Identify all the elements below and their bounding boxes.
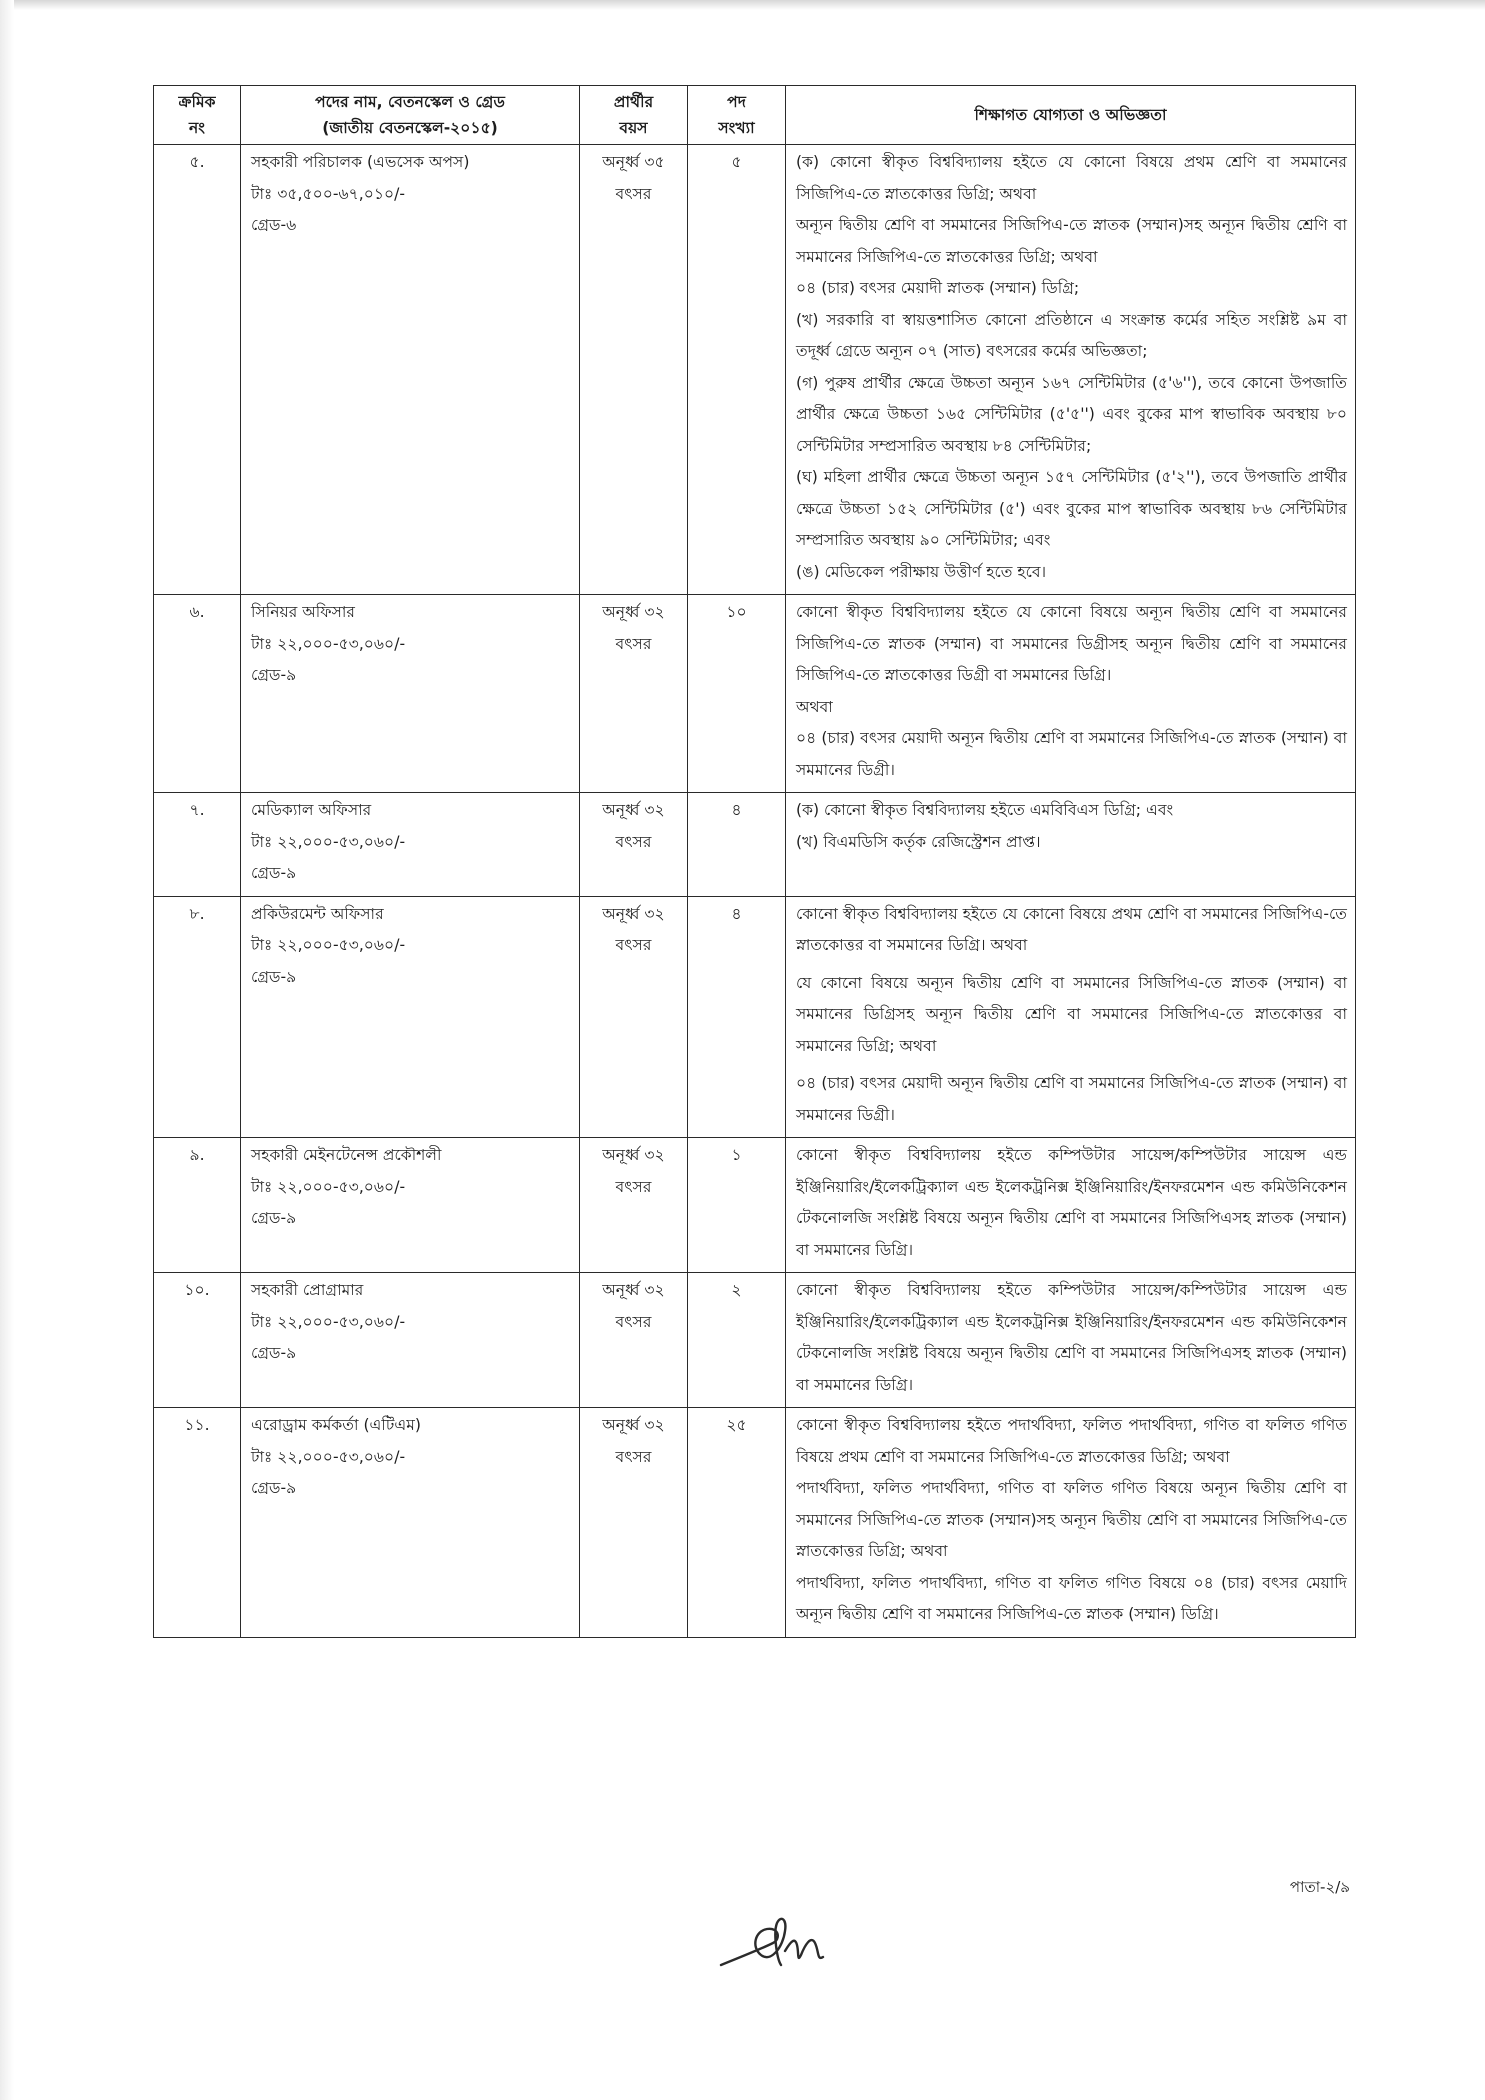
- count-cell: ২: [688, 1273, 786, 1408]
- post-title: এরোড্রাম কর্মকর্তা (এটিএম): [251, 1416, 421, 1434]
- post-title: প্রকিউরমেন্ট অফিসার: [251, 904, 384, 923]
- qual-paragraph: কোনো স্বীকৃত বিশ্ববিদ্যালয় হইতে কম্পিউটার সায়েন্স/কম্পিউটার সায়েন্স এন্ড ইঞ্জিনিয়ারিং/ইলেকট্রিক্যাল এন্ড ইলেকট্রনিক্স ইঞ্জিনিয়ারিং/ইনফরমেশন এন্ড কমিউনিকেশন টেকনোলজি সংশ্লিষ্ট বিষয়ে অন্যূন দ্বিতীয় শ্রেণি বা সমমানের সিজিপিএসহ স্নাতক (সম্মান) বা সমমানের ডিগ্রি।: [796, 1146, 1347, 1259]
- table-row: [154, 145, 1356, 595]
- age-cell: অনূর্ধ্ব ৩২ বৎসর: [580, 595, 688, 793]
- qual-paragraph: কোনো স্বীকৃত বিশ্ববিদ্যালয় হইতে কম্পিউটার সায়েন্স/কম্পিউটার সায়েন্স এন্ড ইঞ্জিনিয়ারিং/ইলেকট্রিক্যাল এন্ড ইলেকট্রনিক্স ইঞ্জিনিয়ারিং/ইনফরমেশন এন্ড কমিউনিকেশন টেকনোলজি সংশ্লিষ্ট বিষয়ে অন্যূন দ্বিতীয় শ্রেণি বা সমমানের সিজিপিএসহ স্নাতক (সম্মান) বা সমমানের ডিগ্রি।: [796, 1281, 1347, 1394]
- qualification-cell: [786, 896, 1356, 1138]
- grade: গ্রেড-৬: [251, 216, 297, 234]
- post-cell: [241, 896, 580, 1138]
- page-number: পাতা-২/৯: [1289, 1878, 1350, 1896]
- header-count: পদ সংখ্যা: [688, 86, 786, 145]
- serial-cell: ১০.: [154, 1273, 241, 1408]
- pay-scale: টাঃ ২২,০০০-৫৩,০৬০/-: [251, 634, 406, 653]
- qualification-cell: [786, 1408, 1356, 1638]
- table-row: [154, 1138, 1356, 1273]
- qual-paragraph: (গ) পুরুষ প্রার্থীর ক্ষেত্রে উচ্চতা অন্যূন ১৬৭ সেন্টিমিটার (৫'৬''), তবে কোনো উপজাতি প্রার্থীর ক্ষেত্রে উচ্চতা ১৬৫ সেন্টিমিটার (৫'৫'') এবং বুকের মাপ স্বাভাবিক অবস্থায় ৮০ সেন্টিমিটার সম্প্রসারিত অবস্থায় ৮৪ সেন্টিমিটার;: [796, 373, 1347, 455]
- header-serial: ক্রমিক নং: [154, 86, 241, 145]
- qualification-cell: [786, 1273, 1356, 1408]
- post-cell: [241, 1138, 580, 1273]
- post-title: মেডিক্যাল অফিসার: [251, 801, 372, 819]
- qualification-cell: [786, 793, 1356, 897]
- count-cell: ১০: [688, 595, 786, 793]
- count-cell: ৫: [688, 145, 786, 595]
- pay-scale: টাঃ ২২,০০০-৫৩,০৬০/-: [251, 832, 406, 851]
- header-qualification: শিক্ষাগত যোগ্যতা ও অভিজ্ঞতা: [786, 86, 1356, 145]
- qual-paragraph: (ক) কোনো স্বীকৃত বিশ্ববিদ্যালয় হইতে এমবিবিএস ডিগ্রি; এবং: [796, 801, 1174, 819]
- serial-cell: ৮.: [154, 896, 241, 1138]
- handwritten-signature: [711, 1907, 831, 1979]
- table-row: [154, 595, 1356, 793]
- post-cell: [241, 1273, 580, 1408]
- qual-paragraph: (ঙ) মেডিকেল পরীক্ষায় উত্তীর্ণ হতে হবে।: [796, 562, 1047, 581]
- post-title: সিনিয়র অফিসার: [251, 603, 356, 621]
- pay-scale: টাঃ ২২,০০০-৫৩,০৬০/-: [251, 1312, 406, 1331]
- age-cell: অনূর্ধ্ব ৩৫ বৎসর: [580, 145, 688, 595]
- post-cell: [241, 145, 580, 595]
- grade: গ্রেড-৯: [251, 666, 297, 684]
- qual-paragraph: কোনো স্বীকৃত বিশ্ববিদ্যালয় হইতে যে কোনো বিষয়ে প্রথম শ্রেণি বা সমমানের সিজিপিএ-তে স্নাতকোত্তর বা সমমানের ডিগ্রি। অথবা: [796, 904, 1347, 954]
- grade: গ্রেড-৯: [251, 1209, 297, 1227]
- qual-paragraph: কোনো স্বীকৃত বিশ্ববিদ্যালয় হইতে যে কোনো বিষয়ে অন্যূন দ্বিতীয় শ্রেণি বা সমমানের সিজিপিএ-তে স্নাতক (সম্মান) বা সমমানের ডিগ্রীসহ অন্যূন দ্বিতীয় শ্রেণি বা সমমানের সিজিপিএ-তে স্নাতকোত্তর ডিগ্রী বা সমমানের ডিগ্রি।: [796, 603, 1347, 684]
- count-cell: ৪: [688, 896, 786, 1138]
- qualification-cell: [786, 595, 1356, 793]
- grade: গ্রেড-৯: [251, 864, 297, 882]
- serial-cell: ৫.: [154, 145, 241, 595]
- qual-paragraph: (ঘ) মহিলা প্রার্থীর ক্ষেত্রে উচ্চতা অন্যূন ১৫৭ সেন্টিমিটার (৫'২''), তবে উপজাতি প্রার্থীর ক্ষেত্রে উচ্চতা ১৫২ সেন্টিমিটার (৫') এবং বুকের মাপ স্বাভাবিক অবস্থায় ৮৬ সেন্টিমিটার সম্প্রসারিত অবস্থায় ৯০ সেন্টিমিটার; এবং: [796, 468, 1347, 549]
- qual-paragraph: ০৪ (চার) বৎসর মেয়াদী অন্যূন দ্বিতীয় শ্রেণি বা সমমানের সিজিপিএ-তে স্নাতক (সম্মান) বা সমমানের ডিগ্রী।: [796, 1074, 1347, 1124]
- pay-scale: টাঃ ২২,০০০-৫৩,০৬০/-: [251, 1447, 406, 1466]
- qual-paragraph: ০৪ (চার) বৎসর মেয়াদী অন্যূন দ্বিতীয় শ্রেণি বা সমমানের সিজিপিএ-তে স্নাতক (সম্মান) বা সমমানের ডিগ্রী।: [796, 729, 1347, 779]
- post-cell: [241, 595, 580, 793]
- qual-paragraph: (খ) বিএমডিসি কর্তৃক রেজিস্ট্রেশন প্রাপ্ত।: [796, 832, 1041, 851]
- count-cell: ৪: [688, 793, 786, 897]
- serial-cell: ৬.: [154, 595, 241, 793]
- header-post: পদের নাম, বেতনস্কেল ও গ্রেড (জাতীয় বেতনস্কেল-২০১৫): [241, 86, 580, 145]
- table-header-row: [154, 86, 1356, 145]
- age-cell: অনূর্ধ্ব ৩২ বৎসর: [580, 793, 688, 897]
- qual-paragraph: পদার্থবিদ্যা, ফলিত পদার্থবিদ্যা, গণিত বা ফলিত গণিত বিষয়ে অন্যূন দ্বিতীয় শ্রেণি বা সমমানের সিজিপিএ-তে স্নাতক (সম্মান)সহ অন্যূন দ্বিতীয় শ্রেণি বা সমমানের সিজিপিএ-তে স্নাতকোত্তর ডিগ্রি; অথবা: [796, 1479, 1347, 1560]
- age-cell: অনূর্ধ্ব ৩২ বৎসর: [580, 896, 688, 1138]
- serial-cell: ৯.: [154, 1138, 241, 1273]
- grade: গ্রেড-৯: [251, 1479, 297, 1497]
- post-title: সহকারী মেইনটেনেন্স প্রকৌশলী: [251, 1146, 442, 1164]
- serial-cell: ৭.: [154, 793, 241, 897]
- qualification-cell: [786, 1138, 1356, 1273]
- pay-scale: টাঃ ২২,০০০-৫৩,০৬০/-: [251, 936, 406, 954]
- header-age: প্রার্থীর বয়স: [580, 86, 688, 145]
- scan-top-edge: [0, 0, 1485, 10]
- table-row: [154, 896, 1356, 1138]
- pay-scale: টাঃ ৩৫,৫০০-৬৭,০১০/-: [251, 184, 406, 203]
- qual-paragraph: পদার্থবিদ্যা, ফলিত পদার্থবিদ্যা, গণিত বা ফলিত গণিত বিষয়ে ০৪ (চার) বৎসর মেয়াদি অন্যূন দ্বিতীয় শ্রেণি বা সমমানের সিজিপিএ-তে স্নাতক (সম্মান) ডিগ্রি।: [796, 1573, 1347, 1623]
- age-cell: অনূর্ধ্ব ৩২ বৎসর: [580, 1408, 688, 1638]
- qual-paragraph: (খ) সরকারি বা স্বায়ত্তশাসিত কোনো প্রতিষ্ঠানে এ সংক্রান্ত কর্মের সহিত সংশ্লিষ্ট ৯ম বা তদূর্ধ্ব গ্রেডে অন্যূন ০৭ (সাত) বৎসরের কর্মের অভিজ্ঞতা;: [796, 310, 1347, 360]
- post-cell: [241, 1408, 580, 1638]
- qual-paragraph: অথবা: [796, 697, 833, 716]
- qualification-cell: [786, 145, 1356, 595]
- age-cell: অনূর্ধ্ব ৩২ বৎসর: [580, 1138, 688, 1273]
- post-title: সহকারী পরিচালক (এভসেক অপস): [251, 153, 470, 171]
- count-cell: ২৫: [688, 1408, 786, 1638]
- table-row: [154, 1273, 1356, 1408]
- recruitment-table: [153, 85, 1356, 1638]
- qual-paragraph: কোনো স্বীকৃত বিশ্ববিদ্যালয় হইতে পদার্থবিদ্যা, ফলিত পদার্থবিদ্যা, গণিত বা ফলিত গণিত বিষয়ে প্রথম শ্রেণি বা সমমানের সিজিপিএ-তে স্নাতকোত্তর ডিগ্রি; অথবা: [796, 1416, 1347, 1466]
- qual-paragraph: অন্যূন দ্বিতীয় শ্রেণি বা সমমানের সিজিপিএ-তে স্নাতক (সম্মান)সহ অন্যূন দ্বিতীয় শ্রেণি বা সমমানের সিজিপিএ-তে স্নাতকোত্তর ডিগ্রি; অথবা: [796, 216, 1347, 266]
- qual-paragraph: যে কোনো বিষয়ে অন্যূন দ্বিতীয় শ্রেণি বা সমমানের সিজিপিএ-তে স্নাতক (সম্মান) বা সমমানের ডিগ্রিসহ অন্যূন দ্বিতীয় শ্রেণি বা সমমানের সিজিপিএ-তে স্নাতকোত্তর বা সমমানের ডিগ্রি; অথবা: [796, 973, 1347, 1055]
- age-cell: অনূর্ধ্ব ৩২ বৎসর: [580, 1273, 688, 1408]
- grade: গ্রেড-৯: [251, 1344, 297, 1362]
- scan-left-shade: [0, 0, 14, 2100]
- post-title: সহকারী প্রোগ্রামার: [251, 1281, 364, 1299]
- table-row: [154, 793, 1356, 897]
- pay-scale: টাঃ ২২,০০০-৫৩,০৬০/-: [251, 1177, 406, 1196]
- grade: গ্রেড-৯: [251, 967, 297, 986]
- qual-paragraph: (ক) কোনো স্বীকৃত বিশ্ববিদ্যালয় হইতে যে কোনো বিষয়ে প্রথম শ্রেণি বা সমমানের সিজিপিএ-তে স্নাতকোত্তর ডিগ্রি; অথবা: [796, 153, 1347, 203]
- post-cell: [241, 793, 580, 897]
- qual-paragraph: ০৪ (চার) বৎসর মেয়াদী স্নাতক (সম্মান) ডিগ্রি;: [796, 279, 1080, 297]
- table-row: [154, 1408, 1356, 1638]
- serial-cell: ১১.: [154, 1408, 241, 1638]
- count-cell: ১: [688, 1138, 786, 1273]
